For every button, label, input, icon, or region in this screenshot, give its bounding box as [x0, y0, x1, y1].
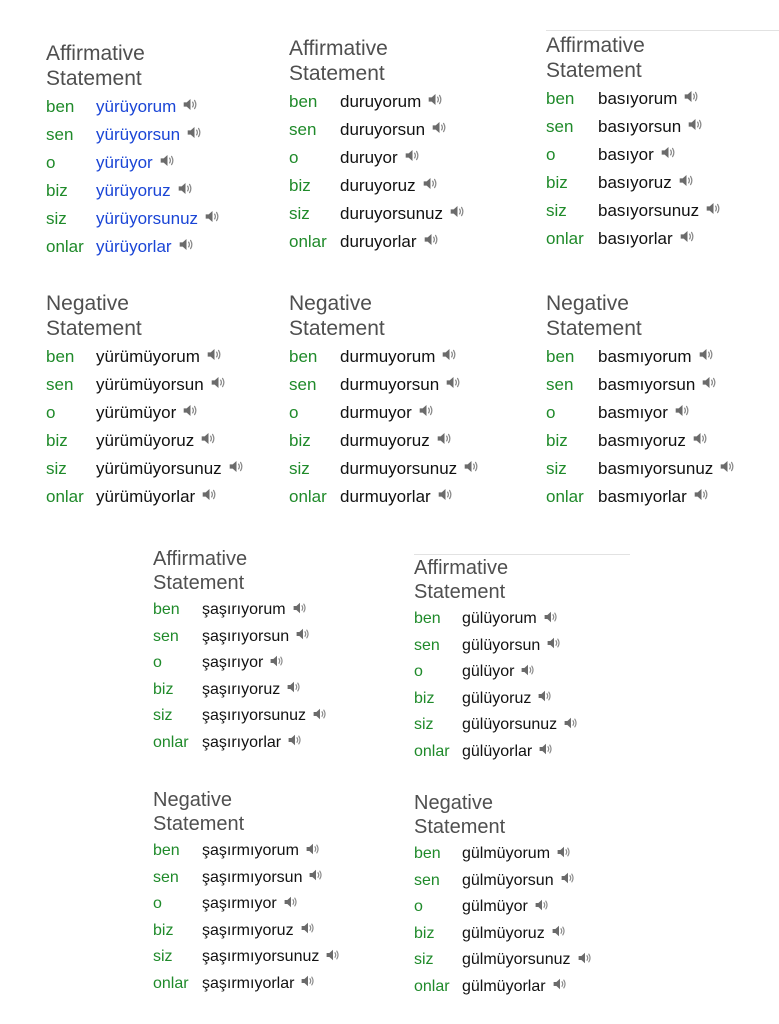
- verb-form: gülmüyorum: [462, 845, 551, 863]
- conjugation-row: [46, 427, 245, 455]
- speaker-icon[interactable]: [286, 679, 302, 700]
- conjugation-row: [289, 371, 480, 399]
- speaker-icon[interactable]: [551, 923, 567, 944]
- conjugation-row: [414, 739, 579, 766]
- verb-form: duruyor: [340, 148, 398, 168]
- conjugation-row: [289, 455, 480, 483]
- pronoun-label: o: [546, 403, 556, 423]
- pronoun-label: ben: [46, 97, 75, 117]
- conjugation-row: [46, 399, 245, 427]
- conjugation-block: [414, 556, 579, 765]
- pronoun-label: o: [153, 895, 162, 913]
- speaker-icon[interactable]: [269, 653, 285, 674]
- pronoun-label: ben: [46, 347, 75, 367]
- conjugation-block: [46, 41, 221, 261]
- verb-form: basmıyoruz: [598, 431, 686, 451]
- conjugation-row: [46, 177, 221, 205]
- pronoun-label: onlar: [414, 977, 450, 995]
- speaker-icon[interactable]: [283, 894, 299, 915]
- pronoun-label: siz: [153, 707, 173, 725]
- conjugation-row: [414, 868, 593, 895]
- speaker-icon[interactable]: [546, 635, 562, 656]
- verb-form: gülüyoruz: [462, 689, 532, 707]
- conjugation-row: [289, 343, 480, 371]
- conjugation-row: [546, 169, 722, 197]
- speaker-icon[interactable]: [295, 626, 311, 647]
- verb-form: basıyorlar: [598, 229, 673, 249]
- speaker-icon[interactable]: [674, 402, 691, 424]
- pronoun-label: biz: [46, 431, 68, 451]
- speaker-icon[interactable]: [679, 228, 696, 250]
- pronoun-label: siz: [153, 948, 173, 966]
- verb-form: gülüyorlar: [462, 742, 533, 760]
- conjugation-row: [289, 172, 466, 200]
- pronoun-label: o: [153, 654, 162, 672]
- verb-form: yürümüyorsun: [96, 375, 204, 395]
- speaker-icon[interactable]: [308, 867, 324, 888]
- conjugation-row: [414, 712, 579, 739]
- verb-form: şaşırıyorum: [202, 601, 286, 619]
- speaker-icon[interactable]: [445, 374, 462, 396]
- speaker-icon[interactable]: [177, 180, 194, 202]
- speaker-icon[interactable]: [422, 175, 439, 197]
- verb-form: yürümüyorlar: [96, 487, 196, 507]
- verb-form: basmıyorlar: [598, 487, 687, 507]
- verb-form: durmuyorsun: [340, 375, 440, 395]
- speaker-icon[interactable]: [449, 203, 466, 225]
- pronoun-label: biz: [153, 921, 174, 939]
- speaker-icon[interactable]: [206, 346, 223, 368]
- pronoun-label: onlar: [546, 229, 584, 249]
- speaker-icon[interactable]: [210, 374, 227, 396]
- pronoun-label: sen: [46, 375, 74, 395]
- block-heading: [546, 291, 736, 341]
- speaker-icon[interactable]: [436, 430, 453, 452]
- conjugation-row: [46, 121, 221, 149]
- heading-line: Affirmative: [46, 42, 145, 65]
- heading-line: Statement: [153, 572, 245, 594]
- pronoun-label: siz: [414, 716, 434, 734]
- verb-form[interactable]: yürüyorlar: [96, 237, 172, 257]
- speaker-icon[interactable]: [552, 976, 568, 997]
- verb-form: şaşırmıyorsun: [202, 868, 303, 886]
- conjugation-row: [546, 455, 736, 483]
- heading-line: Negative: [289, 292, 372, 315]
- verb-form: basıyorum: [598, 89, 678, 109]
- heading-line: Affirmative: [414, 557, 509, 579]
- pronoun-label: siz: [546, 459, 567, 479]
- speaker-icon[interactable]: [683, 88, 700, 110]
- conjugation-row: [46, 149, 221, 177]
- pronoun-label: ben: [289, 92, 318, 112]
- pronoun-label: biz: [414, 689, 435, 707]
- pronoun-label: ben: [414, 610, 441, 628]
- verb-form: gülüyorum: [462, 610, 537, 628]
- verb-form: yürümüyoruz: [96, 431, 195, 451]
- heading-line: Statement: [546, 59, 642, 83]
- conjugation-row: [414, 921, 593, 948]
- speaker-icon[interactable]: [423, 231, 440, 253]
- speaker-icon[interactable]: [292, 600, 308, 621]
- conjugation-row: [414, 947, 593, 974]
- speaker-icon[interactable]: [182, 96, 199, 118]
- pronoun-label: ben: [414, 845, 441, 863]
- speaker-icon[interactable]: [698, 346, 715, 368]
- conjugation-row: [46, 371, 245, 399]
- conjugation-row: [289, 200, 466, 228]
- verb-form: basmıyorsunuz: [598, 459, 714, 479]
- conjugation-row: [414, 974, 593, 1001]
- pronoun-label: biz: [546, 431, 568, 451]
- conjugation-row: [414, 606, 579, 633]
- verb-form: şaşırmıyorum: [202, 842, 299, 860]
- verb-form: şaşırıyoruz: [202, 680, 281, 698]
- speaker-icon[interactable]: [437, 486, 454, 508]
- speaker-icon[interactable]: [431, 119, 448, 141]
- conjugation-row: [153, 677, 328, 704]
- heading-line: Negative: [46, 292, 129, 315]
- block-heading: [46, 291, 245, 341]
- verb-form: basmıyorsun: [598, 375, 696, 395]
- block-heading: [153, 547, 328, 595]
- conjugation-block: [46, 291, 245, 511]
- speaker-icon[interactable]: [693, 486, 710, 508]
- conjugation-row: [546, 427, 736, 455]
- conjugation-row: [546, 197, 722, 225]
- speaker-icon[interactable]: [404, 147, 421, 169]
- verb-form: şaşırmıyor: [202, 895, 277, 913]
- verb-form: şaşırmıyorlar: [202, 974, 295, 992]
- conjugation-row: [289, 427, 480, 455]
- heading-line: Statement: [289, 62, 385, 86]
- speaker-icon[interactable]: [692, 430, 709, 452]
- conjugation-block: [153, 547, 328, 756]
- verb-form[interactable]: yürüyorsunuz: [96, 209, 199, 229]
- speaker-icon[interactable]: [537, 688, 553, 709]
- pronoun-label: siz: [46, 459, 67, 479]
- heading-line: Affirmative: [546, 34, 645, 57]
- heading-line: Statement: [414, 581, 506, 603]
- verb-form: gülüyorsun: [462, 636, 541, 654]
- speaker-icon[interactable]: [719, 458, 736, 480]
- verb-form[interactable]: yürüyorsun: [96, 125, 181, 145]
- conjugation-row: [153, 650, 328, 677]
- verb-form: durmuyorsunuz: [340, 459, 458, 479]
- conjugation-row: [414, 894, 593, 921]
- speaker-icon[interactable]: [300, 973, 316, 994]
- conjugation-row: [289, 88, 466, 116]
- conjugation-row: [546, 371, 736, 399]
- conjugation-row: [289, 116, 466, 144]
- pronoun-label: o: [414, 663, 423, 681]
- pronoun-label: o: [546, 145, 556, 165]
- pronoun-label: biz: [289, 431, 311, 451]
- verb-form: şaşırmıyoruz: [202, 921, 294, 939]
- speaker-icon[interactable]: [534, 897, 550, 918]
- speaker-icon[interactable]: [687, 116, 704, 138]
- block-heading: [546, 33, 722, 83]
- speaker-icon[interactable]: [705, 200, 722, 222]
- speaker-icon[interactable]: [556, 844, 572, 865]
- verb-form: basıyoruz: [598, 173, 672, 193]
- verb-form: şaşırıyorsunuz: [202, 707, 307, 725]
- conjugation-row: [153, 971, 341, 998]
- verb-form: gülüyor: [462, 663, 515, 681]
- conjugation-row: [153, 944, 341, 971]
- conjugation-row: [414, 633, 579, 660]
- pronoun-label: onlar: [546, 487, 584, 507]
- verb-form[interactable]: yürüyoruz: [96, 181, 171, 201]
- heading-line: Negative: [546, 292, 629, 315]
- conjugation-row: [546, 85, 722, 113]
- pronoun-label: ben: [289, 347, 318, 367]
- verb-form: duruyorum: [340, 92, 422, 112]
- speaker-icon[interactable]: [186, 124, 203, 146]
- speaker-icon[interactable]: [441, 346, 458, 368]
- block-heading: [289, 291, 480, 341]
- pronoun-label: ben: [546, 347, 575, 367]
- conjugation-row: [546, 225, 722, 253]
- heading-line: Negative: [153, 789, 232, 811]
- heading-line: Statement: [153, 813, 245, 835]
- speaker-icon[interactable]: [701, 374, 718, 396]
- pronoun-label: biz: [289, 176, 311, 196]
- speaker-icon[interactable]: [182, 402, 199, 424]
- heading-line: Affirmative: [289, 37, 388, 60]
- conjugation-block: [414, 791, 593, 1000]
- conjugation-row: [289, 144, 466, 172]
- verb-form: şaşırmıyorsunuz: [202, 948, 320, 966]
- pronoun-label: sen: [153, 868, 179, 886]
- conjugation-row: [546, 113, 722, 141]
- block-heading: [153, 788, 341, 836]
- conjugation-row: [546, 483, 736, 511]
- conjugation-row: [414, 686, 579, 713]
- speaker-icon[interactable]: [300, 920, 316, 941]
- pronoun-label: onlar: [289, 487, 327, 507]
- pronoun-label: onlar: [153, 733, 189, 751]
- speaker-icon[interactable]: [228, 458, 245, 480]
- conjugation-block: [289, 36, 466, 256]
- pronoun-label: siz: [546, 201, 567, 221]
- heading-line: Affirmative: [153, 548, 248, 570]
- bottom-right-divider: [414, 554, 630, 555]
- heading-line: Negative: [414, 792, 493, 814]
- heading-line: Statement: [46, 67, 142, 91]
- pronoun-label: o: [289, 148, 299, 168]
- pronoun-label: siz: [289, 204, 310, 224]
- speaker-icon[interactable]: [159, 152, 176, 174]
- heading-line: Statement: [414, 816, 506, 838]
- conjugation-row: [46, 93, 221, 121]
- verb-form: duruyorsun: [340, 120, 426, 140]
- verb-form: basmıyor: [598, 403, 668, 423]
- speaker-icon[interactable]: [560, 870, 576, 891]
- conjugation-row: [46, 483, 245, 511]
- pronoun-label: sen: [414, 636, 440, 654]
- verb-form: yürümüyorum: [96, 347, 200, 367]
- verb-form: şaşırıyor: [202, 654, 264, 672]
- verb-form: durmuyorlar: [340, 487, 431, 507]
- conjugation-row: [153, 730, 328, 757]
- conjugation-row: [153, 838, 341, 865]
- pronoun-label: o: [289, 403, 299, 423]
- conjugation-row: [153, 624, 328, 651]
- pronoun-label: onlar: [289, 232, 327, 252]
- heading-line: Statement: [546, 317, 642, 341]
- verb-form: gülüyorsunuz: [462, 716, 558, 734]
- pronoun-label: onlar: [414, 742, 450, 760]
- pronoun-label: onlar: [46, 487, 84, 507]
- pronoun-label: siz: [289, 459, 310, 479]
- pronoun-label: sen: [289, 375, 317, 395]
- pronoun-label: ben: [153, 601, 180, 619]
- pronoun-label: o: [46, 153, 56, 173]
- verb-form: yürümüyorsunuz: [96, 459, 222, 479]
- verb-form: şaşırıyorlar: [202, 733, 282, 751]
- conjugation-block: [153, 788, 341, 997]
- speaker-icon[interactable]: [201, 486, 218, 508]
- speaker-icon[interactable]: [325, 947, 341, 968]
- conjugation-row: [414, 841, 593, 868]
- conjugation-row: [46, 205, 221, 233]
- pronoun-label: onlar: [46, 237, 84, 257]
- pronoun-label: sen: [546, 375, 574, 395]
- conjugation-block: [546, 291, 736, 511]
- pronoun-label: o: [46, 403, 56, 423]
- verb-form: basıyorsunuz: [598, 201, 700, 221]
- conjugation-row: [46, 343, 245, 371]
- conjugation-row: [153, 918, 341, 945]
- top-right-divider: [546, 30, 779, 31]
- verb-form[interactable]: yürüyor: [96, 153, 153, 173]
- conjugation-row: [153, 597, 328, 624]
- speaker-icon[interactable]: [538, 741, 554, 762]
- heading-line: Statement: [46, 317, 142, 341]
- pronoun-label: biz: [153, 680, 174, 698]
- pronoun-label: siz: [46, 209, 67, 229]
- pronoun-label: sen: [546, 117, 574, 137]
- conjugation-row: [546, 141, 722, 169]
- pronoun-label: ben: [153, 842, 180, 860]
- speaker-icon[interactable]: [520, 662, 536, 683]
- pronoun-label: o: [414, 898, 423, 916]
- speaker-icon[interactable]: [660, 144, 677, 166]
- speaker-icon[interactable]: [678, 172, 695, 194]
- verb-form[interactable]: yürüyorum: [96, 97, 177, 117]
- verb-form: şaşırıyorsun: [202, 627, 290, 645]
- pronoun-label: biz: [46, 181, 68, 201]
- speaker-icon[interactable]: [418, 402, 435, 424]
- conjugation-row: [153, 865, 341, 892]
- block-heading: [414, 556, 579, 604]
- block-heading: [289, 36, 466, 86]
- conjugation-block: [289, 291, 480, 511]
- heading-line: Statement: [289, 317, 385, 341]
- verb-form: gülmüyorlar: [462, 977, 546, 995]
- verb-form: duruyoruz: [340, 176, 416, 196]
- verb-form: gülmüyorsun: [462, 871, 554, 889]
- speaker-icon[interactable]: [577, 950, 593, 971]
- conjugation-row: [546, 399, 736, 427]
- pronoun-label: biz: [546, 173, 568, 193]
- conjugation-block: [546, 33, 722, 253]
- pronoun-label: siz: [414, 951, 434, 969]
- verb-form: durmuyorum: [340, 347, 436, 367]
- verb-form: duruyorlar: [340, 232, 417, 252]
- conjugation-row: [289, 483, 480, 511]
- conjugation-row: [289, 228, 466, 256]
- conjugation-row: [153, 703, 328, 730]
- pronoun-label: sen: [414, 871, 440, 889]
- verb-form: basıyor: [598, 145, 654, 165]
- pronoun-label: sen: [289, 120, 317, 140]
- conjugation-row: [153, 891, 341, 918]
- speaker-icon[interactable]: [463, 458, 480, 480]
- pronoun-label: sen: [46, 125, 74, 145]
- speaker-icon[interactable]: [427, 91, 444, 113]
- verb-form: durmuyor: [340, 403, 412, 423]
- pronoun-label: sen: [153, 627, 179, 645]
- block-heading: [46, 41, 221, 91]
- pronoun-label: ben: [546, 89, 575, 109]
- speaker-icon[interactable]: [563, 715, 579, 736]
- conjugation-row: [46, 455, 245, 483]
- verb-form: gülmüyorsunuz: [462, 951, 571, 969]
- speaker-icon[interactable]: [305, 841, 321, 862]
- verb-form: durmuyoruz: [340, 431, 430, 451]
- verb-form: gülmüyoruz: [462, 924, 545, 942]
- speaker-icon[interactable]: [543, 609, 559, 630]
- pronoun-label: biz: [414, 924, 435, 942]
- conjugation-row: [46, 233, 221, 261]
- verb-form: basıyorsun: [598, 117, 682, 137]
- speaker-icon[interactable]: [178, 236, 195, 258]
- pronoun-label: onlar: [153, 974, 189, 992]
- conjugation-row: [289, 399, 480, 427]
- speaker-icon[interactable]: [200, 430, 217, 452]
- verb-form: duruyorsunuz: [340, 204, 444, 224]
- conjugation-row: [414, 659, 579, 686]
- speaker-icon[interactable]: [312, 706, 328, 727]
- speaker-icon[interactable]: [204, 208, 221, 230]
- speaker-icon[interactable]: [287, 732, 303, 753]
- conjugation-row: [546, 343, 736, 371]
- verb-form: gülmüyor: [462, 898, 528, 916]
- block-heading: [414, 791, 593, 839]
- verb-form: yürümüyor: [96, 403, 177, 423]
- verb-form: basmıyorum: [598, 347, 692, 367]
